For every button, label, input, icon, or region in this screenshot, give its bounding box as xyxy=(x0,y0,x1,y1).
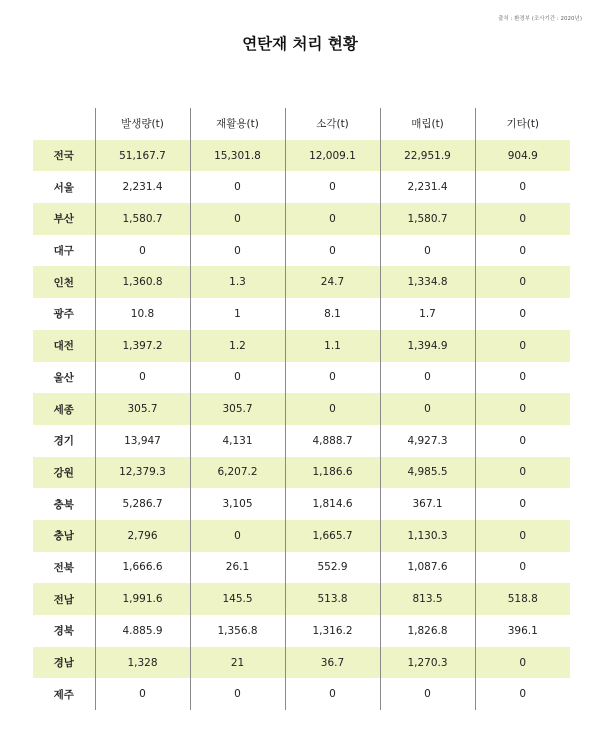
value-cell: 1,356.8 xyxy=(190,615,285,647)
waste-table xyxy=(33,108,570,710)
value-cell: 26.1 xyxy=(190,552,285,584)
value-cell: 6,207.2 xyxy=(190,457,285,489)
region-cell: 경기 xyxy=(33,425,95,457)
value-cell: 518.8 xyxy=(507,593,538,606)
value-cell: 1,316.2 xyxy=(285,615,380,647)
value-cell: 0 xyxy=(190,203,285,235)
table-row xyxy=(33,678,570,710)
value-cell: 145.5 xyxy=(190,583,285,615)
value-cell: 1,826.8 xyxy=(380,615,475,647)
value-cell: 8.1 xyxy=(285,298,380,330)
value-cell: 0 xyxy=(285,171,380,203)
table-row xyxy=(33,140,570,172)
value-cell: 0 xyxy=(380,678,475,710)
table-row xyxy=(33,647,570,679)
value-cell: 4,131 xyxy=(190,425,285,457)
region-cell: 대전 xyxy=(33,330,95,362)
region-cell: 전국 xyxy=(33,140,95,172)
value-cell: 10.8 xyxy=(95,298,190,330)
value-cell: 0 xyxy=(519,688,527,701)
table-row xyxy=(33,171,570,203)
value-cell: 0 xyxy=(519,403,527,416)
table-row xyxy=(33,520,570,552)
value-cell: 1.1 xyxy=(285,330,380,362)
value-cell: 0 xyxy=(285,678,380,710)
value-cell: 1,130.3 xyxy=(380,520,475,552)
value-cell: 13,947 xyxy=(95,425,190,457)
region-cell: 경북 xyxy=(33,615,95,647)
value-cell: 1,814.6 xyxy=(285,488,380,520)
value-cell: 0 xyxy=(190,520,285,552)
value-cell: 552.9 xyxy=(285,552,380,584)
value-cell: 0 xyxy=(285,393,380,425)
value-cell: 0 xyxy=(519,307,527,320)
value-cell: 305.7 xyxy=(95,393,190,425)
value-cell: 0 xyxy=(380,393,475,425)
value-cell: 0 xyxy=(190,678,285,710)
region-cell: 제주 xyxy=(33,678,95,710)
table-row xyxy=(33,552,570,584)
value-cell: 1.7 xyxy=(380,298,475,330)
value-cell: 0 xyxy=(190,362,285,394)
value-cell: 396.1 xyxy=(507,624,538,637)
value-cell: 0 xyxy=(285,235,380,267)
value-cell: 0 xyxy=(519,434,527,447)
value-cell: 36.7 xyxy=(285,647,380,679)
region-cell: 부산 xyxy=(33,203,95,235)
value-cell: 22,951.9 xyxy=(380,140,475,172)
region-cell: 충북 xyxy=(33,488,95,520)
region-cell: 울산 xyxy=(33,362,95,394)
value-cell: 1,666.6 xyxy=(95,552,190,584)
value-cell: 0 xyxy=(380,235,475,267)
value-cell: 0 xyxy=(519,212,527,225)
region-cell: 충남 xyxy=(33,520,95,552)
table-row xyxy=(33,266,570,298)
value-cell: 1,580.7 xyxy=(95,203,190,235)
value-cell: 4,888.7 xyxy=(285,425,380,457)
value-cell: 1,328 xyxy=(95,647,190,679)
value-cell: 0 xyxy=(519,339,527,352)
table-row xyxy=(33,615,570,647)
column-header: 기타(t) xyxy=(506,118,540,131)
region-cell: 대구 xyxy=(33,235,95,267)
value-cell: 0 xyxy=(285,203,380,235)
value-cell: 904.9 xyxy=(507,149,538,162)
value-cell: 1,580.7 xyxy=(380,203,475,235)
table-row xyxy=(33,330,570,362)
table-body xyxy=(33,140,570,710)
table-row xyxy=(33,425,570,457)
value-cell: 0 xyxy=(519,529,527,542)
region-cell: 인천 xyxy=(33,266,95,298)
value-cell: 1,991.6 xyxy=(95,583,190,615)
value-cell: 1,334.8 xyxy=(380,266,475,298)
region-cell: 세종 xyxy=(33,393,95,425)
value-cell: 0 xyxy=(519,371,527,384)
value-cell: 2,231.4 xyxy=(95,171,190,203)
value-cell: 0 xyxy=(519,244,527,257)
table-row xyxy=(33,393,570,425)
value-cell: 513.8 xyxy=(285,583,380,615)
table-row xyxy=(33,488,570,520)
value-cell: 12,379.3 xyxy=(95,457,190,489)
value-cell: 0 xyxy=(95,235,190,267)
value-cell: 0 xyxy=(190,171,285,203)
value-cell: 1,665.7 xyxy=(285,520,380,552)
value-cell: 1,397.2 xyxy=(95,330,190,362)
value-cell: 0 xyxy=(519,498,527,511)
value-cell: 0 xyxy=(380,362,475,394)
value-cell: 0 xyxy=(285,362,380,394)
table-row xyxy=(33,583,570,615)
table-row xyxy=(33,235,570,267)
table-header-row xyxy=(33,108,570,140)
value-cell: 0 xyxy=(519,181,527,194)
header-corner xyxy=(33,108,95,140)
value-cell: 1,360.8 xyxy=(95,266,190,298)
value-cell: 4.885.9 xyxy=(95,615,190,647)
value-cell: 0 xyxy=(95,362,190,394)
value-cell: 12,009.1 xyxy=(285,140,380,172)
value-cell: 3,105 xyxy=(190,488,285,520)
value-cell: 21 xyxy=(190,647,285,679)
value-cell: 1.3 xyxy=(190,266,285,298)
value-cell: 1.2 xyxy=(190,330,285,362)
value-cell: 0 xyxy=(519,466,527,479)
value-cell: 0 xyxy=(190,235,285,267)
value-cell: 51,167.7 xyxy=(95,140,190,172)
table-row xyxy=(33,457,570,489)
region-cell: 전북 xyxy=(33,552,95,584)
value-cell: 1,270.3 xyxy=(380,647,475,679)
value-cell: 0 xyxy=(95,678,190,710)
value-cell: 0 xyxy=(519,276,527,289)
value-cell: 1,186.6 xyxy=(285,457,380,489)
region-cell: 광주 xyxy=(33,298,95,330)
table-row xyxy=(33,298,570,330)
value-cell: 2,796 xyxy=(95,520,190,552)
column-header: 재활용(t) xyxy=(190,108,285,140)
value-cell: 305.7 xyxy=(190,393,285,425)
value-cell: 4,927.3 xyxy=(380,425,475,457)
column-header: 매립(t) xyxy=(380,108,475,140)
table-row xyxy=(33,362,570,394)
value-cell: 15,301.8 xyxy=(190,140,285,172)
value-cell: 4,985.5 xyxy=(380,457,475,489)
region-cell: 경남 xyxy=(33,647,95,679)
column-header: 발생량(t) xyxy=(95,108,190,140)
value-cell: 813.5 xyxy=(380,583,475,615)
value-cell: 1,394.9 xyxy=(380,330,475,362)
value-cell: 24.7 xyxy=(285,266,380,298)
page-title: 연탄재 처리 현황 xyxy=(242,35,358,53)
region-cell: 강원 xyxy=(33,457,95,489)
value-cell: 2,231.4 xyxy=(380,171,475,203)
region-cell: 서울 xyxy=(33,171,95,203)
table-row xyxy=(33,203,570,235)
value-cell: 0 xyxy=(519,656,527,669)
region-cell: 전남 xyxy=(33,583,95,615)
source-note: 출처 : 환경부 (조사기간 : 2020년) xyxy=(498,16,582,22)
value-cell: 0 xyxy=(519,561,527,574)
column-header: 소각(t) xyxy=(285,108,380,140)
value-cell: 5,286.7 xyxy=(95,488,190,520)
value-cell: 1,087.6 xyxy=(380,552,475,584)
value-cell: 367.1 xyxy=(380,488,475,520)
value-cell: 1 xyxy=(190,298,285,330)
